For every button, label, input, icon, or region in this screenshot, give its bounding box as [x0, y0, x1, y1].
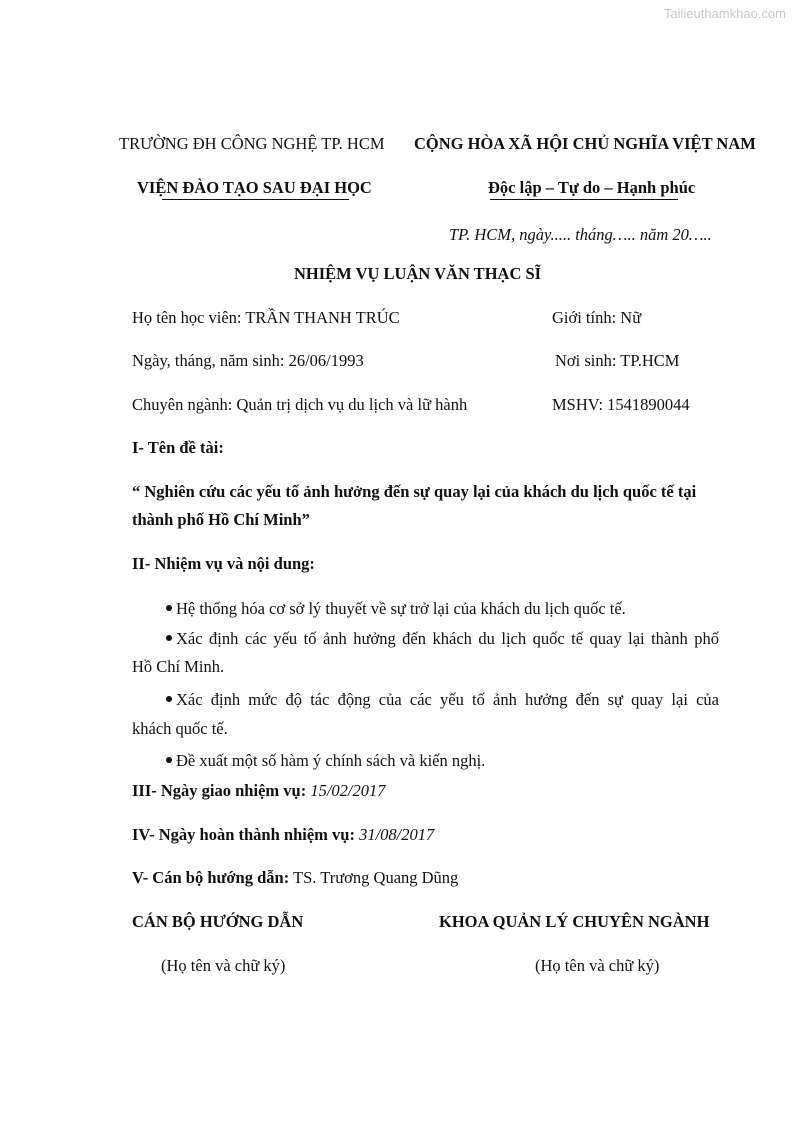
- date-line: TP. HCM, ngày..... tháng….. năm 20…..: [449, 225, 712, 244]
- student-birthplace: Nơi sinh: TP.HCM: [555, 351, 680, 370]
- task-item: Hệ thống hóa cơ sở lý thuyết về sự trở lại của khách du lịch quốc tế.: [166, 599, 626, 619]
- faculty-signature-title: KHOA QUẢN LÝ CHUYÊN NGÀNH: [439, 912, 710, 931]
- task-item-continuation: khách quốc tế.: [132, 719, 228, 738]
- school-name: TRƯỜNG ĐH CÔNG NGHỆ TP. HCM: [119, 134, 385, 153]
- watermark: Tailieuthamkhao.com: [663, 6, 786, 21]
- completion-date: IV- Ngày hoàn thành nhiệm vụ: 31/08/2017: [132, 825, 435, 844]
- bullet-icon: [166, 605, 172, 611]
- supervisor: V- Cán bộ hướng dẫn: TS. Trương Quang Dũng: [132, 868, 459, 887]
- student-id: MSHV: 1541890044: [552, 395, 690, 414]
- bullet-icon: [166, 757, 172, 763]
- task-item: Đề xuất một số hàm ý chính sách và kiến nghị.: [166, 751, 485, 771]
- institute-name: VIỆN ĐÀO TẠO SAU ĐẠI HỌC: [137, 178, 372, 197]
- assign-date: III- Ngày giao nhiệm vụ: 15/02/2017: [132, 781, 386, 800]
- topic-line-1: “ Nghiên cứu các yếu tố ảnh hưởng đến sự quay lại của khách du lịch quốc tế tại: [132, 482, 697, 501]
- bullet-icon: [166, 635, 172, 641]
- motto-underline: [490, 199, 678, 200]
- bullet-icon: [166, 696, 172, 702]
- task-item: Xác định các yếu tố ảnh hưởng đến khách du lịch quốc tế quay lại thành phố: [131, 629, 719, 649]
- task-item: Xác định mức độ tác động của các yếu tố ảnh hưởng đến sự quay lại của: [131, 690, 719, 710]
- supervisor-signature-note: (Họ tên và chữ ký): [161, 956, 286, 975]
- student-dob: Ngày, tháng, năm sinh: 26/06/1993: [132, 351, 364, 370]
- institute-underline: [162, 199, 349, 200]
- section2-heading: II- Nhiệm vụ và nội dung:: [132, 554, 315, 573]
- motto: Độc lập – Tự do – Hạnh phúc: [488, 178, 696, 197]
- student-major: Chuyên ngành: Quản trị dịch vụ du lịch và lữ hành: [132, 395, 468, 414]
- section1-heading: I- Tên đề tài:: [132, 438, 224, 457]
- republic-name: CỘNG HÒA XÃ HỘI CHỦ NGHĨA VIỆT NAM: [414, 134, 756, 153]
- faculty-signature-note: (Họ tên và chữ ký): [535, 956, 660, 975]
- student-name: Họ tên học viên: TRẦN THANH TRÚC: [132, 308, 400, 327]
- student-gender: Giới tính: Nữ: [552, 308, 642, 327]
- supervisor-signature-title: CÁN BỘ HƯỚNG DẪN: [132, 912, 304, 931]
- task-item-continuation: Hồ Chí Minh.: [132, 657, 225, 676]
- topic-line-2: thành phố Hồ Chí Minh”: [132, 510, 310, 529]
- page-title: NHIỆM VỤ LUẬN VĂN THẠC SĨ: [294, 264, 542, 283]
